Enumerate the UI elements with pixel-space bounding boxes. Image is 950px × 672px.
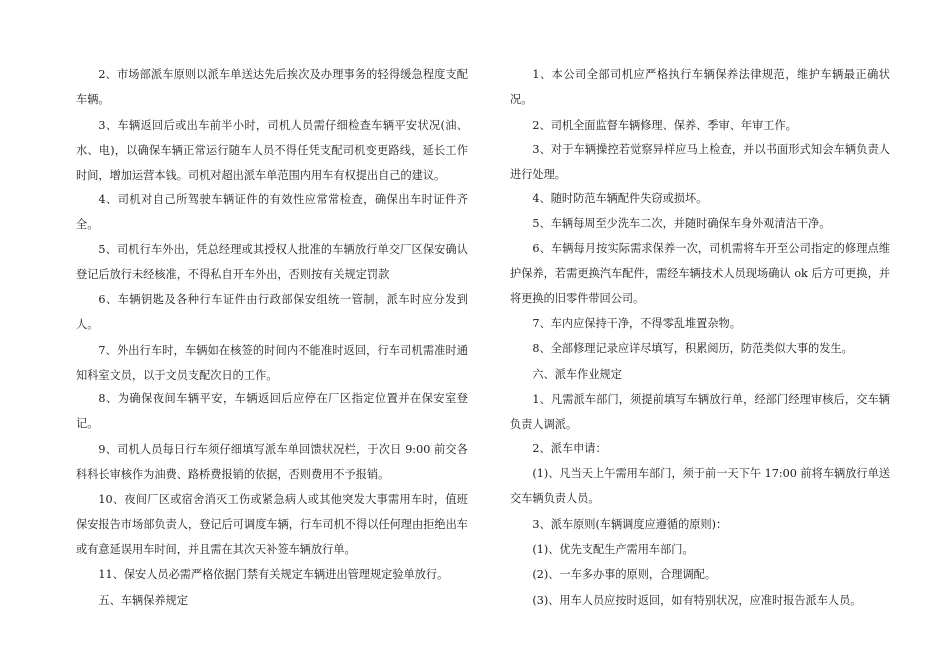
paragraph: 2、司机全面监督车辆修理、保养、季审、年审工作。	[532, 119, 797, 132]
section-heading: 六、派车作业规定	[532, 368, 622, 381]
paragraph: 5、司机行车外出，凭总经理或其授权人批准的车辆放行单交厂区保安确认登记后放行未经核准，不得私自开车外出，否则按有关规定罚款	[76, 243, 468, 282]
paragraph: 3、车辆返回后或出车前半小时，司机人员需仔细检查车辆平安状况(油、水、电)，以确保车辆正常运行随车人员不得任凭支配司机变更路线，延长工作时间，增加运营本钱。司机对超出派车单范围内用车有权提出自己的建议。	[76, 119, 468, 183]
paragraph: 10、夜间厂区或宿舍消灭工伤或紧急病人或其他突发大事需用车时，值班保安报告市场部负责人，登记后可调度车辆，行车司机不得以任何理由拒绝出车或有意延误用车时间，并且需在其次天补签车辆放行单。	[76, 493, 468, 557]
paragraph: 5、车辆每周至少洗车二次，并随时确保车身外观清洁干净。	[532, 217, 831, 230]
paragraph: (2)、一车多办事的原则，合理调配。	[532, 568, 717, 581]
paragraph: 4、随时防范车辆配件失窃或损坏。	[532, 192, 708, 205]
paragraph: 8、全部修理记录应详尽填写，积累阅历，防范类似大事的发生。	[532, 342, 853, 355]
paragraph: (1)、凡当天上午需用车部门，须于前一天下午 17:00 前将车辆放行单送交车辆负责人员。	[510, 467, 890, 506]
paragraph: 2、派车申请：	[532, 442, 607, 455]
section-heading: 五、车辆保养规定	[98, 594, 188, 607]
paragraph: 11、保安人员必需严格依据门禁有关规定车辆进出管理规定验单放行。	[98, 568, 449, 581]
paragraph: 1、本公司全部司机应严格执行车辆保养法律规范，维护车辆最正确状况。	[510, 68, 890, 107]
paragraph: 9、司机人员每日行车须仔细填写派车单回馈状况栏，于次日 9:00 前交各科科长审核作为油费、路桥费报销的依据，否则费用不予报销。	[76, 443, 468, 482]
paragraph: (1)、优先支配生产需用车部门。	[532, 543, 694, 556]
paragraph: 8、为确保夜间车辆平安，车辆返回后应停在厂区指定位置并在保安室登记。	[76, 392, 468, 431]
paragraph: 3、对于车辆操控若觉察异样应马上检查，并以书面形式知会车辆负责人进行处理。	[510, 143, 890, 182]
paragraph: 1、凡需派车部门，须提前填写车辆放行单，经部门经理审核后，交车辆负责人调派。	[510, 393, 890, 432]
paragraph: 6、车辆每月按实际需求保养一次，司机需将车开至公司指定的修理点维护保养，若需更换汽车配件，需经车辆技术人员现场确认 ok 后方可更换，并将更换的旧零件带回公司。	[510, 242, 890, 306]
paragraph: 3、派车原则(车辆调度应遵循的原则)：	[532, 518, 728, 531]
paragraph: 2、市场部派车原则以派车单送达先后挨次及办理事务的轻得缓急程度支配车辆。	[76, 68, 468, 107]
paragraph: 4、司机对自己所驾驶车辆证件的有效性应常常检查，确保出车时证件齐全。	[76, 193, 468, 232]
paragraph: 7、外出行车时，车辆如在核签的时间内不能准时返回，行车司机需准时通知科室文员，以于文员支配次日的工作。	[76, 344, 468, 383]
paragraph: 7、车内应保持干净，不得零乱堆置杂物。	[532, 317, 741, 330]
paragraph: (3)、用车人员应按时返回，如有特别状况，应准时报告派车人员。	[532, 594, 862, 607]
paragraph: 6、车辆钥匙及各种行车证件由行政部保安组统一管制，派车时应分发到人。	[76, 293, 468, 332]
